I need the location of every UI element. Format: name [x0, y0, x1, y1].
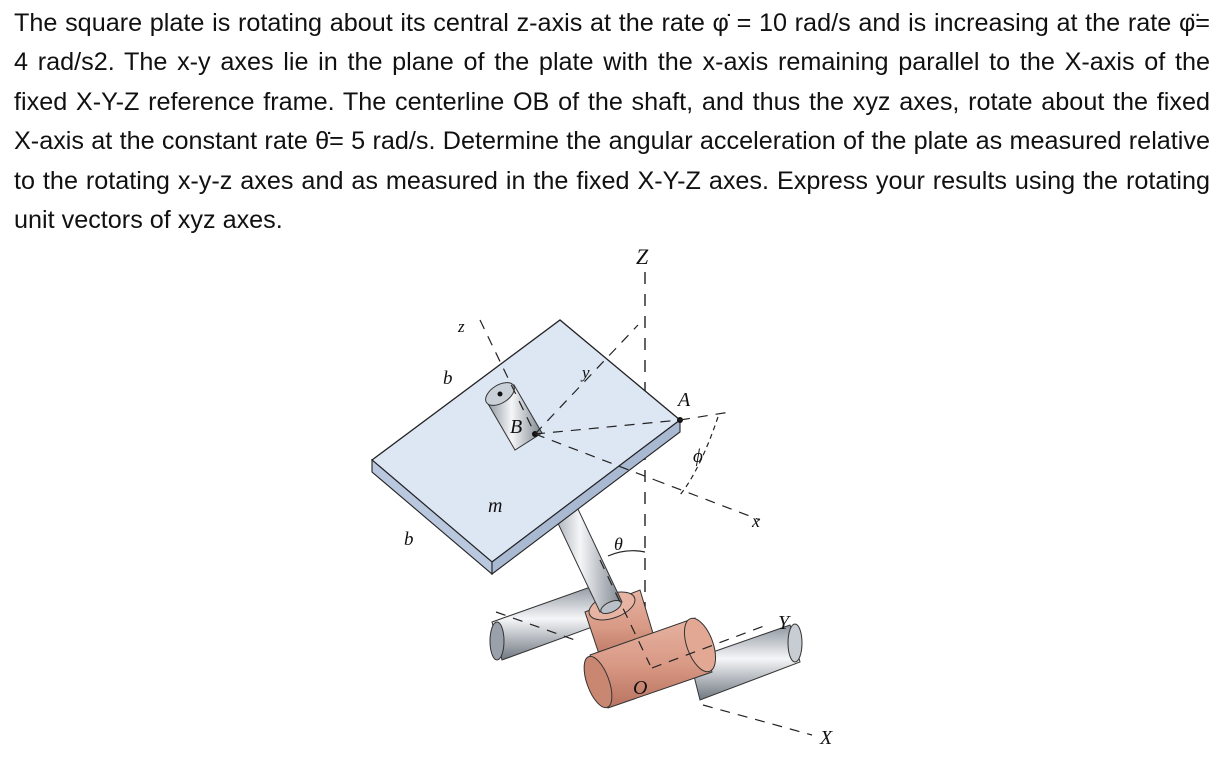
label-Z: Z	[636, 244, 649, 269]
square-plate	[372, 320, 680, 574]
label-X: X	[820, 727, 833, 749]
label-A: A	[678, 389, 691, 411]
label-b-left: b	[404, 529, 414, 550]
label-x: x	[752, 511, 760, 531]
label-O: O	[633, 677, 648, 699]
label-B: B	[510, 416, 523, 438]
label-phi: ϕ	[693, 446, 703, 467]
problem-text: The square plate is rotating about its central z-axis at the rate φ̇ = 10 rad/s and is increasing at the rate φ̈= 4 rad/s2. The x-y axes lie in the plane of the plate with the x-axis remaining parallel to the X-axis of the fixed X-Y-Z reference frame. The centerline OB of the shaft, and thus the xyz axes, rotate about the fixed X-axis at the constant rate θ̇= 5 rad/s. Determine the angular acceleration of the plate as measured relative to the rotating x-y-z axes and as measured in the fixed X-Y-Z axes. Express your results using the rotating unit vectors of xyz axes.	[14, 9, 1210, 235]
label-z: z	[458, 317, 465, 336]
label-m: m	[488, 495, 503, 517]
label-Y: Y	[778, 612, 790, 634]
label-y: y	[582, 363, 590, 382]
label-theta: θ	[614, 534, 623, 554]
label-b-top: b	[443, 368, 453, 389]
